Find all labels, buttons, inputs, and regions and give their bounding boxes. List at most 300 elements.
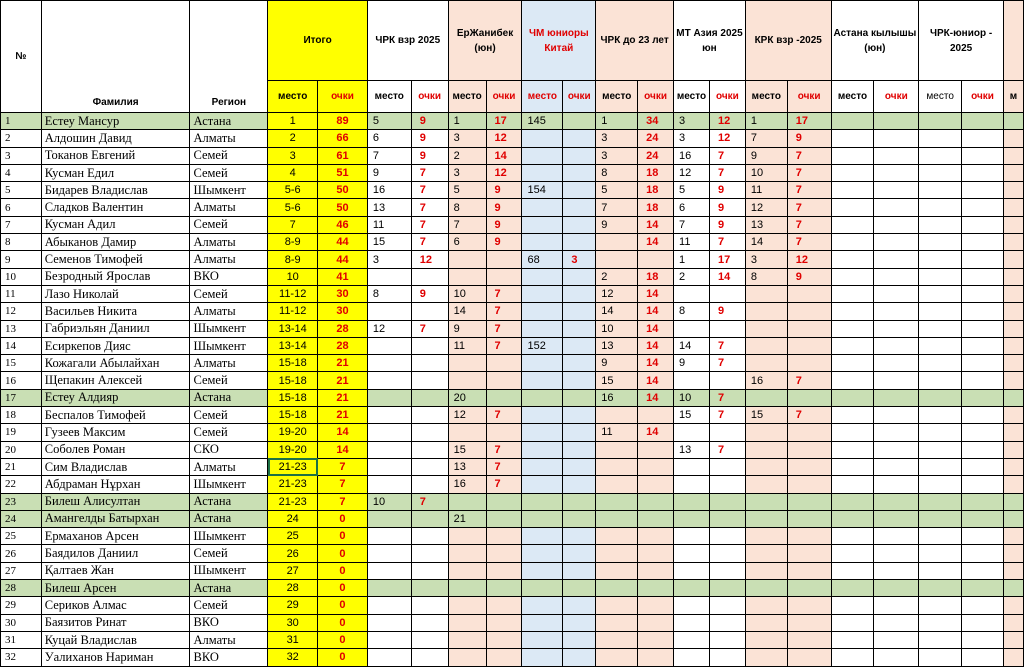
comp-5-place-cell[interactable]	[674, 320, 710, 337]
surname-cell[interactable]: Баядилов Даниил	[41, 545, 190, 562]
row-number-cell[interactable]: 17	[1, 389, 42, 406]
total-place-cell[interactable]: 25	[268, 528, 318, 545]
total-points-cell[interactable]: 21	[318, 355, 368, 372]
comp-8-place-cell[interactable]	[919, 510, 962, 527]
comp-2-points-cell[interactable]: 7	[486, 441, 522, 458]
total-points-cell[interactable]: 50	[318, 182, 368, 199]
comp-3-place-cell[interactable]	[522, 631, 563, 648]
comp-9-place-cell[interactable]	[1003, 545, 1023, 562]
comp-6-points-cell[interactable]	[787, 389, 831, 406]
comp-1-place-cell[interactable]	[367, 562, 411, 579]
comp-7-place-cell[interactable]	[831, 649, 874, 666]
surname-cell[interactable]: Естеу Алдияр	[41, 389, 190, 406]
region-cell[interactable]: Семей	[190, 372, 268, 389]
region-cell[interactable]: Алматы	[190, 631, 268, 648]
comp-8-place-cell[interactable]	[919, 355, 962, 372]
comp-6-place-cell[interactable]	[745, 337, 787, 354]
comp-3-place-cell[interactable]: 152	[522, 337, 563, 354]
comp-3-points-cell[interactable]	[563, 631, 596, 648]
comp-9-place-cell[interactable]	[1003, 251, 1023, 268]
region-cell[interactable]: Шымкент	[190, 182, 268, 199]
table-row[interactable]	[1, 164, 1024, 181]
subheader-comp-3-points[interactable]: очки	[563, 81, 596, 113]
row-number-cell[interactable]: 31	[1, 631, 42, 648]
total-points-cell[interactable]: 89	[318, 113, 368, 130]
comp-7-points-cell[interactable]	[874, 113, 919, 130]
comp-2-points-cell[interactable]	[486, 493, 522, 510]
comp-5-place-cell[interactable]: 5	[674, 182, 710, 199]
comp-4-points-cell[interactable]: 24	[638, 147, 674, 164]
comp-2-place-cell[interactable]	[448, 251, 486, 268]
comp-6-place-cell[interactable]: 9	[745, 147, 787, 164]
comp-3-points-cell[interactable]	[563, 458, 596, 475]
surname-cell[interactable]: Бидарев Владислав	[41, 182, 190, 199]
comp-5-place-cell[interactable]: 10	[674, 389, 710, 406]
comp-7-points-cell[interactable]	[874, 424, 919, 441]
comp-9-place-cell[interactable]	[1003, 130, 1023, 147]
comp-6-place-cell[interactable]: 10	[745, 164, 787, 181]
comp-6-points-cell[interactable]: 12	[787, 251, 831, 268]
comp-7-place-cell[interactable]	[831, 147, 874, 164]
row-number-cell[interactable]: 13	[1, 320, 42, 337]
table-row[interactable]	[1, 251, 1024, 268]
comp-1-place-cell[interactable]	[367, 545, 411, 562]
comp-7-place-cell[interactable]	[831, 476, 874, 493]
comp-6-place-cell[interactable]	[745, 458, 787, 475]
subheader-comp-9-place[interactable]: м	[1003, 81, 1023, 113]
comp-2-place-cell[interactable]	[448, 649, 486, 666]
comp-1-place-cell[interactable]: 5	[367, 113, 411, 130]
comp-6-points-cell[interactable]: 7	[787, 407, 831, 424]
table-row[interactable]	[1, 562, 1024, 579]
comp-1-place-cell[interactable]: 7	[367, 147, 411, 164]
comp-4-points-cell[interactable]: 18	[638, 268, 674, 285]
comp-8-points-cell[interactable]	[962, 510, 1004, 527]
comp-7-place-cell[interactable]	[831, 372, 874, 389]
comp-4-place-cell[interactable]: 1	[596, 113, 638, 130]
comp-1-points-cell[interactable]: 12	[411, 251, 448, 268]
comp-4-points-cell[interactable]: 18	[638, 182, 674, 199]
total-points-cell[interactable]: 51	[318, 164, 368, 181]
comp-3-points-cell[interactable]	[563, 476, 596, 493]
total-place-cell[interactable]: 15-18	[268, 355, 318, 372]
row-number-cell[interactable]: 25	[1, 528, 42, 545]
total-place-cell[interactable]: 5-6	[268, 182, 318, 199]
comp-8-points-cell[interactable]	[962, 614, 1004, 631]
table-row[interactable]	[1, 234, 1024, 251]
row-number-cell[interactable]: 15	[1, 355, 42, 372]
total-place-cell[interactable]: 8-9	[268, 251, 318, 268]
comp-4-place-cell[interactable]: 9	[596, 355, 638, 372]
comp-3-points-cell[interactable]	[563, 216, 596, 233]
comp-4-points-cell[interactable]	[638, 407, 674, 424]
table-row[interactable]	[1, 649, 1024, 666]
subheader-comp-5-place[interactable]: место	[674, 81, 710, 113]
comp-6-place-cell[interactable]	[745, 614, 787, 631]
comp-1-place-cell[interactable]: 9	[367, 164, 411, 181]
comp-7-points-cell[interactable]	[874, 458, 919, 475]
total-place-cell[interactable]: 24	[268, 510, 318, 527]
comp-4-place-cell[interactable]: 14	[596, 303, 638, 320]
comp-5-place-cell[interactable]: 8	[674, 303, 710, 320]
comp-7-place-cell[interactable]	[831, 562, 874, 579]
comp-2-points-cell[interactable]	[486, 510, 522, 527]
total-place-cell[interactable]: 28	[268, 580, 318, 597]
comp-6-points-cell[interactable]	[787, 649, 831, 666]
table-row[interactable]	[1, 476, 1024, 493]
total-points-cell[interactable]: 28	[318, 320, 368, 337]
surname-cell[interactable]: Амангелды Батырхан	[41, 510, 190, 527]
row-number-cell[interactable]: 24	[1, 510, 42, 527]
surname-cell[interactable]: Щепакин Алексей	[41, 372, 190, 389]
comp-6-place-cell[interactable]	[745, 424, 787, 441]
comp-1-points-cell[interactable]: 7	[411, 182, 448, 199]
total-place-cell[interactable]: 32	[268, 649, 318, 666]
comp-8-points-cell[interactable]	[962, 355, 1004, 372]
comp-3-place-cell[interactable]	[522, 614, 563, 631]
comp-4-points-cell[interactable]: 18	[638, 199, 674, 216]
comp-1-points-cell[interactable]	[411, 580, 448, 597]
comp-6-place-cell[interactable]: 7	[745, 130, 787, 147]
comp-1-points-cell[interactable]: 9	[411, 113, 448, 130]
comp-8-place-cell[interactable]	[919, 337, 962, 354]
table-row[interactable]	[1, 510, 1024, 527]
comp-1-points-cell[interactable]	[411, 597, 448, 614]
comp-6-place-cell[interactable]	[745, 303, 787, 320]
subheader-total-place[interactable]: место	[268, 81, 318, 113]
comp-3-place-cell[interactable]	[522, 234, 563, 251]
comp-3-place-cell[interactable]	[522, 389, 563, 406]
comp-9-place-cell[interactable]	[1003, 424, 1023, 441]
comp-3-place-cell[interactable]	[522, 476, 563, 493]
comp-4-points-cell[interactable]: 18	[638, 164, 674, 181]
header-comp-9[interactable]	[1003, 1, 1023, 81]
comp-7-points-cell[interactable]	[874, 510, 919, 527]
comp-1-points-cell[interactable]	[411, 337, 448, 354]
table-row[interactable]	[1, 130, 1024, 147]
comp-9-place-cell[interactable]	[1003, 372, 1023, 389]
comp-3-place-cell[interactable]	[522, 164, 563, 181]
comp-9-place-cell[interactable]	[1003, 113, 1023, 130]
comp-4-points-cell[interactable]: 14	[638, 320, 674, 337]
surname-cell[interactable]: Уалиханов Нариман	[41, 649, 190, 666]
comp-1-place-cell[interactable]	[367, 631, 411, 648]
surname-cell[interactable]: Абыканов Дамир	[41, 234, 190, 251]
comp-8-place-cell[interactable]	[919, 199, 962, 216]
comp-1-points-cell[interactable]	[411, 441, 448, 458]
comp-1-points-cell[interactable]	[411, 631, 448, 648]
comp-5-points-cell[interactable]	[709, 649, 745, 666]
comp-1-place-cell[interactable]	[367, 355, 411, 372]
comp-9-place-cell[interactable]	[1003, 441, 1023, 458]
comp-1-place-cell[interactable]	[367, 458, 411, 475]
comp-7-place-cell[interactable]	[831, 320, 874, 337]
comp-5-points-cell[interactable]: 9	[709, 182, 745, 199]
row-number-cell[interactable]: 7	[1, 216, 42, 233]
comp-6-place-cell[interactable]: 1	[745, 113, 787, 130]
surname-cell[interactable]: Алдошин Давид	[41, 130, 190, 147]
comp-9-place-cell[interactable]	[1003, 476, 1023, 493]
table-row[interactable]	[1, 407, 1024, 424]
header-comp-3[interactable]: ЧМ юниоры Китай	[522, 1, 596, 81]
comp-7-place-cell[interactable]	[831, 614, 874, 631]
comp-2-place-cell[interactable]	[448, 268, 486, 285]
comp-7-points-cell[interactable]	[874, 320, 919, 337]
comp-6-points-cell[interactable]	[787, 580, 831, 597]
comp-5-points-cell[interactable]: 9	[709, 303, 745, 320]
table-row[interactable]	[1, 268, 1024, 285]
region-cell[interactable]: Алматы	[190, 458, 268, 475]
comp-8-place-cell[interactable]	[919, 182, 962, 199]
region-cell[interactable]: Астана	[190, 493, 268, 510]
comp-3-points-cell[interactable]: 3	[563, 251, 596, 268]
total-place-cell[interactable]: 15-18	[268, 389, 318, 406]
comp-3-place-cell[interactable]	[522, 285, 563, 302]
comp-1-points-cell[interactable]: 7	[411, 234, 448, 251]
total-points-cell[interactable]: 44	[318, 251, 368, 268]
comp-9-place-cell[interactable]	[1003, 216, 1023, 233]
total-points-cell[interactable]: 46	[318, 216, 368, 233]
comp-1-points-cell[interactable]	[411, 355, 448, 372]
total-place-cell[interactable]: 13-14	[268, 320, 318, 337]
surname-cell[interactable]: Токанов Евгений	[41, 147, 190, 164]
total-place-cell[interactable]: 4	[268, 164, 318, 181]
comp-8-points-cell[interactable]	[962, 182, 1004, 199]
comp-7-place-cell[interactable]	[831, 597, 874, 614]
header-number[interactable]: №	[1, 1, 42, 113]
total-points-cell[interactable]: 0	[318, 545, 368, 562]
region-cell[interactable]: Астана	[190, 113, 268, 130]
total-place-cell[interactable]: 31	[268, 631, 318, 648]
comp-7-place-cell[interactable]	[831, 424, 874, 441]
table-row[interactable]	[1, 614, 1024, 631]
comp-9-place-cell[interactable]	[1003, 268, 1023, 285]
subheader-comp-8-points[interactable]: очки	[962, 81, 1004, 113]
comp-6-place-cell[interactable]	[745, 631, 787, 648]
surname-cell[interactable]: Куцай Владислав	[41, 631, 190, 648]
comp-8-place-cell[interactable]	[919, 164, 962, 181]
comp-5-points-cell[interactable]: 14	[709, 268, 745, 285]
total-points-cell[interactable]: 30	[318, 285, 368, 302]
comp-8-place-cell[interactable]	[919, 389, 962, 406]
comp-1-place-cell[interactable]: 3	[367, 251, 411, 268]
comp-6-place-cell[interactable]: 16	[745, 372, 787, 389]
comp-6-points-cell[interactable]	[787, 493, 831, 510]
comp-6-place-cell[interactable]: 3	[745, 251, 787, 268]
row-number-cell[interactable]: 28	[1, 580, 42, 597]
comp-6-place-cell[interactable]: 13	[745, 216, 787, 233]
comp-5-points-cell[interactable]	[709, 372, 745, 389]
comp-7-points-cell[interactable]	[874, 199, 919, 216]
total-place-cell[interactable]: 1	[268, 113, 318, 130]
comp-3-place-cell[interactable]	[522, 303, 563, 320]
region-cell[interactable]: Семей	[190, 407, 268, 424]
comp-8-points-cell[interactable]	[962, 649, 1004, 666]
comp-3-points-cell[interactable]	[563, 113, 596, 130]
comp-6-place-cell[interactable]	[745, 493, 787, 510]
surname-cell[interactable]: Кусман Едил	[41, 164, 190, 181]
comp-4-place-cell[interactable]	[596, 562, 638, 579]
comp-2-points-cell[interactable]: 9	[486, 182, 522, 199]
total-place-cell[interactable]: 3	[268, 147, 318, 164]
comp-4-points-cell[interactable]	[638, 580, 674, 597]
comp-9-place-cell[interactable]	[1003, 562, 1023, 579]
comp-7-place-cell[interactable]	[831, 355, 874, 372]
comp-4-place-cell[interactable]	[596, 458, 638, 475]
comp-4-place-cell[interactable]: 2	[596, 268, 638, 285]
comp-8-place-cell[interactable]	[919, 268, 962, 285]
comp-1-place-cell[interactable]	[367, 580, 411, 597]
surname-cell[interactable]: Кусман Адил	[41, 216, 190, 233]
total-points-cell[interactable]: 50	[318, 199, 368, 216]
comp-2-points-cell[interactable]: 7	[486, 285, 522, 302]
comp-4-points-cell[interactable]	[638, 545, 674, 562]
comp-9-place-cell[interactable]	[1003, 147, 1023, 164]
comp-6-place-cell[interactable]	[745, 285, 787, 302]
comp-4-place-cell[interactable]	[596, 441, 638, 458]
comp-8-points-cell[interactable]	[962, 528, 1004, 545]
comp-3-place-cell[interactable]	[522, 320, 563, 337]
header-comp-8[interactable]: ЧРК-юниор - 2025	[919, 1, 1004, 81]
comp-6-points-cell[interactable]	[787, 285, 831, 302]
comp-8-place-cell[interactable]	[919, 458, 962, 475]
subheader-comp-2-place[interactable]: место	[448, 81, 486, 113]
comp-2-points-cell[interactable]	[486, 562, 522, 579]
surname-cell[interactable]: Гузеев Максим	[41, 424, 190, 441]
comp-8-place-cell[interactable]	[919, 562, 962, 579]
row-number-cell[interactable]: 2	[1, 130, 42, 147]
header-total[interactable]: Итого	[268, 1, 368, 81]
comp-1-place-cell[interactable]	[367, 337, 411, 354]
comp-8-points-cell[interactable]	[962, 303, 1004, 320]
region-cell[interactable]: Шымкент	[190, 562, 268, 579]
comp-8-place-cell[interactable]	[919, 216, 962, 233]
comp-1-points-cell[interactable]: 9	[411, 285, 448, 302]
comp-4-place-cell[interactable]	[596, 234, 638, 251]
row-number-cell[interactable]: 8	[1, 234, 42, 251]
comp-8-place-cell[interactable]	[919, 320, 962, 337]
comp-4-place-cell[interactable]: 8	[596, 164, 638, 181]
comp-8-place-cell[interactable]	[919, 251, 962, 268]
comp-6-points-cell[interactable]: 7	[787, 199, 831, 216]
comp-7-place-cell[interactable]	[831, 389, 874, 406]
table-row[interactable]	[1, 389, 1024, 406]
row-number-cell[interactable]: 29	[1, 597, 42, 614]
comp-3-points-cell[interactable]	[563, 130, 596, 147]
comp-5-place-cell[interactable]: 12	[674, 164, 710, 181]
region-cell[interactable]: ВКО	[190, 268, 268, 285]
comp-7-points-cell[interactable]	[874, 597, 919, 614]
comp-1-place-cell[interactable]	[367, 372, 411, 389]
row-number-cell[interactable]: 14	[1, 337, 42, 354]
comp-1-place-cell[interactable]: 12	[367, 320, 411, 337]
comp-8-points-cell[interactable]	[962, 493, 1004, 510]
comp-9-place-cell[interactable]	[1003, 164, 1023, 181]
comp-8-place-cell[interactable]	[919, 147, 962, 164]
comp-2-points-cell[interactable]: 7	[486, 407, 522, 424]
comp-6-points-cell[interactable]	[787, 510, 831, 527]
comp-5-points-cell[interactable]: 7	[709, 147, 745, 164]
comp-5-place-cell[interactable]: 11	[674, 234, 710, 251]
comp-1-points-cell[interactable]	[411, 649, 448, 666]
surname-cell[interactable]: Естеу Мансур	[41, 113, 190, 130]
comp-5-place-cell[interactable]	[674, 631, 710, 648]
comp-4-place-cell[interactable]	[596, 528, 638, 545]
comp-8-points-cell[interactable]	[962, 251, 1004, 268]
comp-1-place-cell[interactable]: 13	[367, 199, 411, 216]
comp-4-points-cell[interactable]	[638, 510, 674, 527]
table-row[interactable]	[1, 113, 1024, 130]
surname-cell[interactable]: Васильев Никита	[41, 303, 190, 320]
comp-1-place-cell[interactable]: 11	[367, 216, 411, 233]
comp-1-place-cell[interactable]	[367, 424, 411, 441]
comp-6-place-cell[interactable]: 15	[745, 407, 787, 424]
comp-8-place-cell[interactable]	[919, 113, 962, 130]
comp-4-place-cell[interactable]: 10	[596, 320, 638, 337]
comp-8-points-cell[interactable]	[962, 216, 1004, 233]
row-number-cell[interactable]: 1	[1, 113, 42, 130]
comp-4-place-cell[interactable]	[596, 545, 638, 562]
comp-1-place-cell[interactable]	[367, 614, 411, 631]
subheader-comp-6-place[interactable]: место	[745, 81, 787, 113]
comp-3-place-cell[interactable]	[522, 441, 563, 458]
subheader-comp-4-points[interactable]: очки	[638, 81, 674, 113]
comp-2-place-cell[interactable]: 3	[448, 164, 486, 181]
comp-1-points-cell[interactable]	[411, 545, 448, 562]
comp-4-points-cell[interactable]	[638, 631, 674, 648]
total-points-cell[interactable]: 66	[318, 130, 368, 147]
total-points-cell[interactable]: 0	[318, 597, 368, 614]
comp-6-points-cell[interactable]	[787, 320, 831, 337]
comp-2-points-cell[interactable]	[486, 355, 522, 372]
comp-3-points-cell[interactable]	[563, 545, 596, 562]
total-place-cell[interactable]: 26	[268, 545, 318, 562]
comp-9-place-cell[interactable]	[1003, 199, 1023, 216]
comp-7-place-cell[interactable]	[831, 407, 874, 424]
comp-7-place-cell[interactable]	[831, 580, 874, 597]
header-comp-4[interactable]: ЧРК до 23 лет	[596, 1, 674, 81]
comp-5-place-cell[interactable]	[674, 545, 710, 562]
region-cell[interactable]: Семей	[190, 147, 268, 164]
comp-2-points-cell[interactable]	[486, 631, 522, 648]
comp-2-place-cell[interactable]	[448, 614, 486, 631]
header-comp-2[interactable]: ЕрЖанибек (юн)	[448, 1, 522, 81]
total-points-cell[interactable]: 7	[318, 493, 368, 510]
comp-7-place-cell[interactable]	[831, 510, 874, 527]
comp-4-place-cell[interactable]	[596, 597, 638, 614]
total-points-cell[interactable]: 21	[318, 372, 368, 389]
comp-9-place-cell[interactable]	[1003, 580, 1023, 597]
surname-cell[interactable]: Безродный Ярослав	[41, 268, 190, 285]
comp-5-points-cell[interactable]	[709, 545, 745, 562]
comp-6-points-cell[interactable]	[787, 303, 831, 320]
comp-4-points-cell[interactable]: 14	[638, 303, 674, 320]
comp-4-place-cell[interactable]	[596, 649, 638, 666]
comp-6-place-cell[interactable]	[745, 649, 787, 666]
row-number-cell[interactable]: 18	[1, 407, 42, 424]
subheader-comp-4-place[interactable]: место	[596, 81, 638, 113]
comp-3-place-cell[interactable]	[522, 493, 563, 510]
row-number-cell[interactable]: 19	[1, 424, 42, 441]
comp-7-points-cell[interactable]	[874, 285, 919, 302]
comp-4-place-cell[interactable]	[596, 580, 638, 597]
comp-3-place-cell[interactable]	[522, 562, 563, 579]
comp-8-points-cell[interactable]	[962, 372, 1004, 389]
row-number-cell[interactable]: 22	[1, 476, 42, 493]
region-cell[interactable]: Астана	[190, 510, 268, 527]
comp-5-place-cell[interactable]	[674, 476, 710, 493]
comp-4-points-cell[interactable]: 14	[638, 234, 674, 251]
